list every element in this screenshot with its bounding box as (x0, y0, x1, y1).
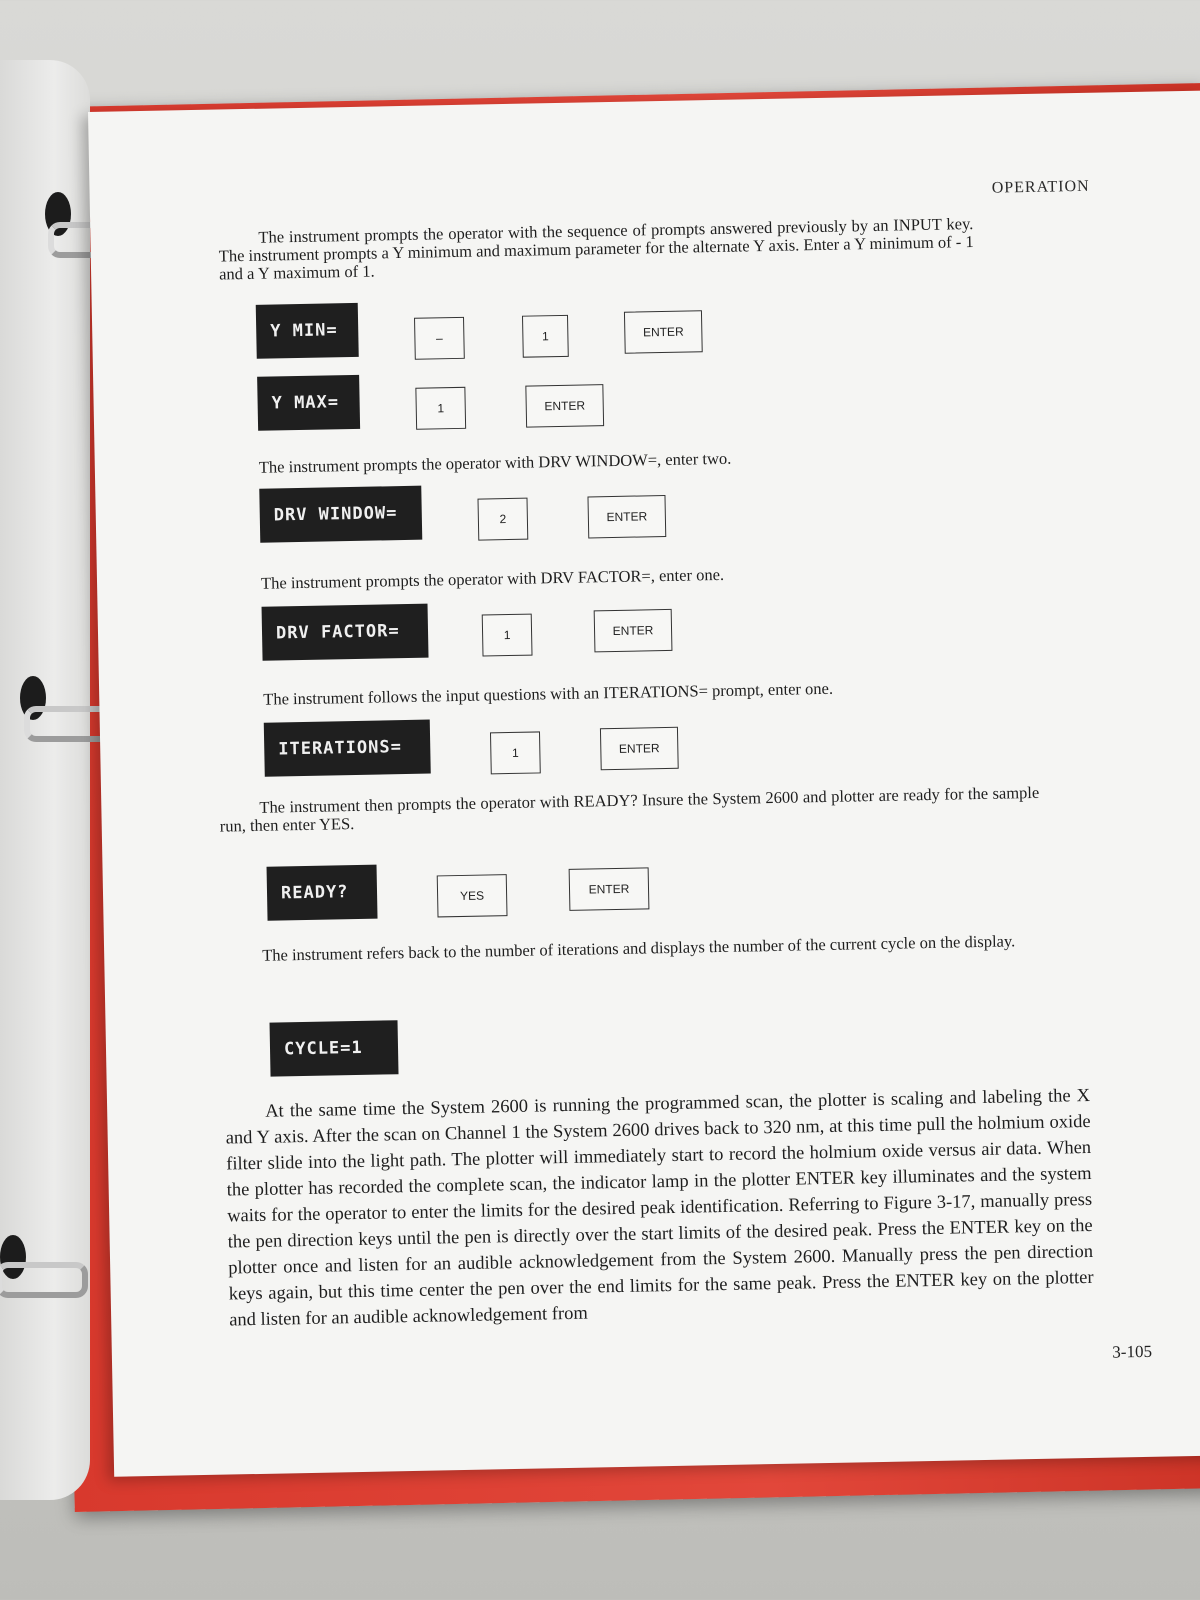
display-cycle: CYCLE=1 (270, 1020, 399, 1076)
key-enter[interactable]: ENTER (569, 867, 650, 911)
intro-paragraph: The instrument prompts the operator with the sequence of prompts answered previously by an INPUT key. The instrument prompts a Y minimum and maximum parameter for the alternate Y axis. Enter a Y minimum of - 1 and a Y maximum of 1. (218, 214, 974, 284)
key-1[interactable]: 1 (415, 387, 466, 430)
key-1[interactable]: 1 (490, 731, 541, 774)
display-ready: READY? (267, 865, 378, 921)
display-y-max: Y MAX= (257, 375, 360, 431)
manual-page (88, 91, 1200, 1477)
display-drv-factor: DRV FACTOR= (262, 604, 429, 661)
cycle-text: The instrument refers back to the number of iterations and displays the number of the current cycle on the display. (262, 931, 1016, 965)
key-enter[interactable]: ENTER (624, 310, 703, 353)
ready-text: The instrument then prompts the operator with READY? Insure the System 2600 and plotter are ready for the sample run, then enter YES. (219, 782, 1040, 836)
drv-factor-text: The instrument prompts the operator with DRV FACTOR=, enter one. (260, 564, 725, 593)
section-header: OPERATION (991, 177, 1090, 197)
key-minus[interactable]: – (414, 317, 465, 360)
drv-window-text: The instrument prompts the operator with DRV WINDOW=, enter two. (258, 448, 732, 477)
display-y-min: Y MIN= (256, 303, 359, 359)
display-iterations: ITERATIONS= (264, 720, 431, 777)
closing-paragraph: At the same time the System 2600 is running the programmed scan, the plotter is scaling and labeling the X and Y axis. After the scan on Channel 1 the System 2600 drives back to 320 nm, at this time pull the holmium oxide filter slide into the light path. The plotter will immediately start to record the holmium oxide versus air data. When the plotter has recorded the complete scan, the indicator lamp in the plotter ENTER key illuminates and the system waits for the operator to enter the limits for the desired peak identification. Referring to Figure 3-17, manually press the pen direction keys until the pen is directly over the start limits of the desired peak. Press the ENTER key on the plotter once and listen for an audible acknowledgement from the System 2600. Manually press the pen direction keys again, but this time center the pen over the end limits for the same peak. Press the ENTER key on the plotter and listen for an audible acknowledgement from (225, 1085, 1094, 1331)
key-enter[interactable]: ENTER (587, 495, 666, 538)
key-1[interactable]: 1 (482, 614, 533, 657)
key-2[interactable]: 2 (477, 498, 528, 541)
key-enter[interactable]: ENTER (525, 384, 604, 427)
display-drv-window: DRV WINDOW= (259, 486, 422, 543)
key-enter[interactable]: ENTER (600, 727, 679, 770)
iterations-text: The instrument follows the input questions with an ITERATIONS= prompt, enter one. (263, 678, 834, 709)
key-yes[interactable]: YES (437, 874, 508, 917)
binder-ring (0, 1262, 88, 1298)
key-1[interactable]: 1 (522, 315, 569, 358)
key-enter[interactable]: ENTER (594, 609, 673, 652)
page-number: 3-105 (1112, 1341, 1153, 1362)
